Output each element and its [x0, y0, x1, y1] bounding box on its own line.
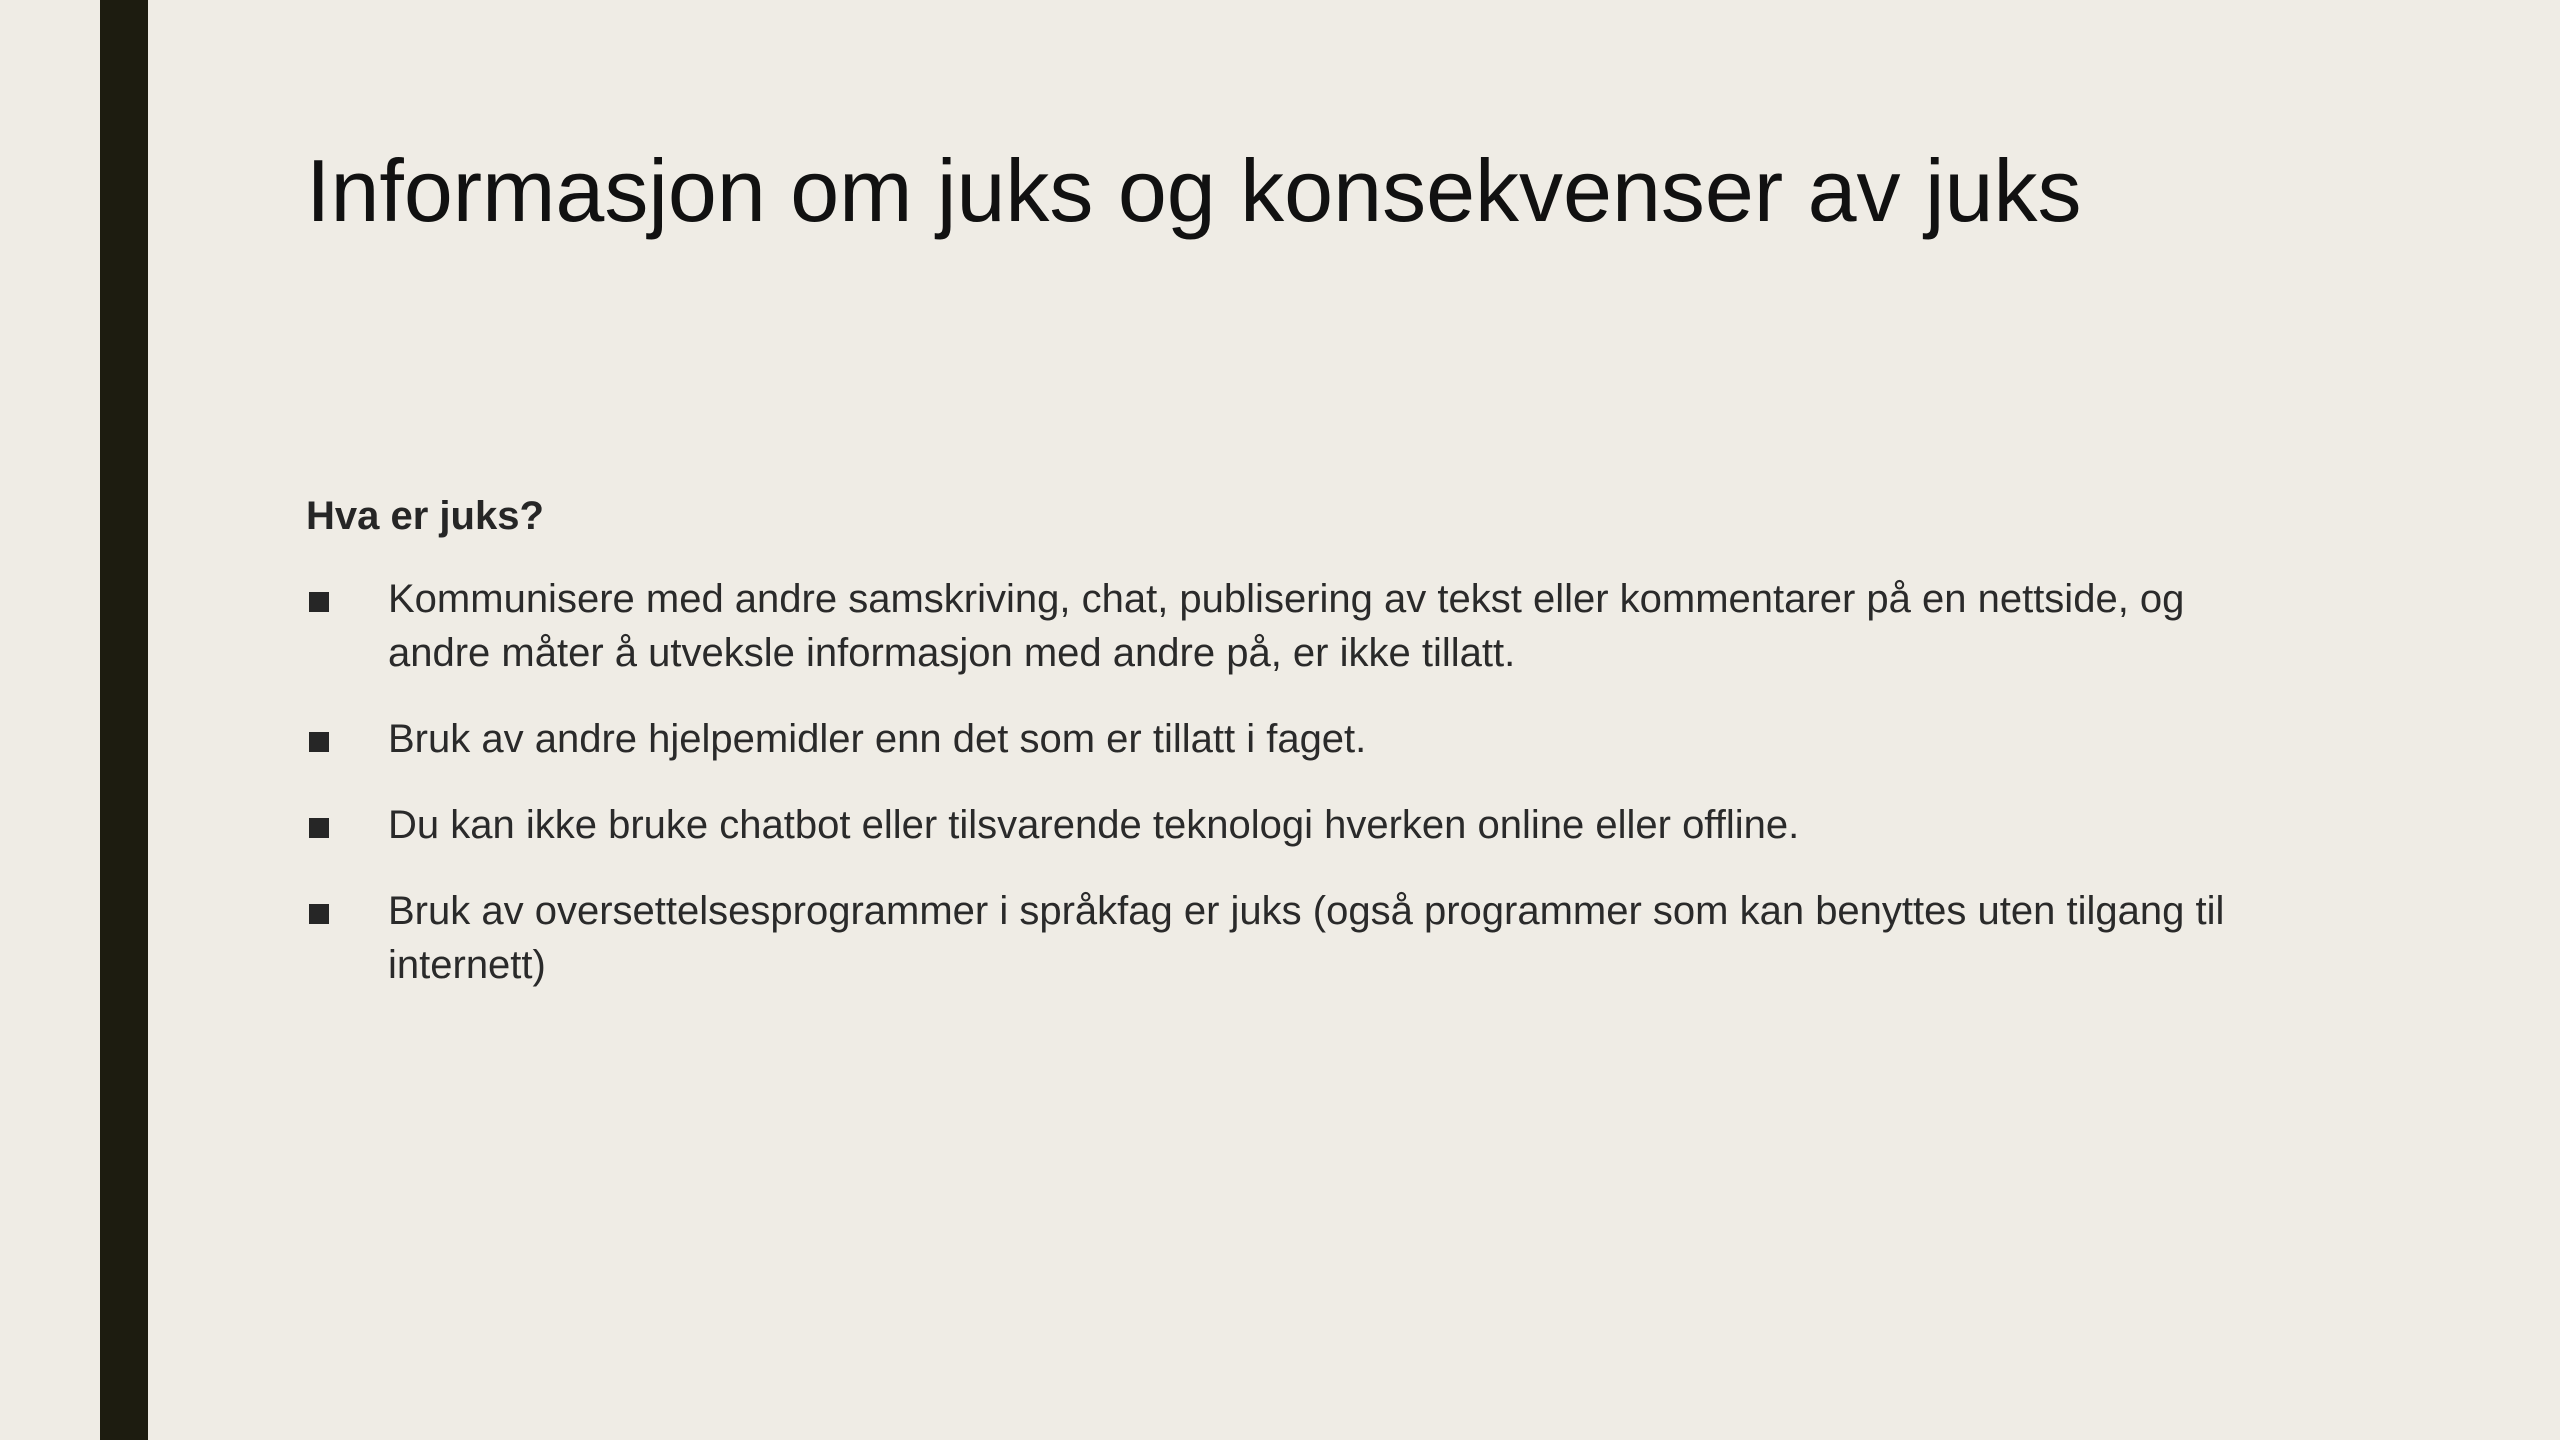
bullet-list [306, 572, 2266, 992]
bullet-text: Bruk av oversettelsesprogrammer i språkfag er juks (også programmer som kan benyttes uten tilgang til internett) [388, 889, 2225, 987]
section-heading: Hva er juks? [306, 494, 544, 538]
square-bullet-icon [309, 818, 329, 838]
bullet-item [306, 884, 2266, 992]
slide-title: Informasjon om juks og konsekvenser av juks [306, 141, 2082, 240]
bullet-text: Bruk av andre hjelpemidler enn det som er tillatt i faget. [388, 717, 1367, 761]
bullet-item [306, 798, 2266, 852]
slide-content [306, 490, 2266, 1024]
square-bullet-icon [309, 732, 329, 752]
accent-bar [100, 0, 148, 1440]
square-bullet-icon [309, 904, 329, 924]
bullet-text: Kommunisere med andre samskriving, chat, publisering av tekst eller kommentarer på en nettside, og andre måter å utveksle informasjon med andre på, er ikke tillatt. [388, 577, 2185, 675]
bullet-item [306, 712, 2266, 766]
bullet-item [306, 572, 2266, 680]
bullet-text: Du kan ikke bruke chatbot eller tilsvarende teknologi hverken online eller offline. [388, 803, 1800, 847]
square-bullet-icon [309, 592, 329, 612]
